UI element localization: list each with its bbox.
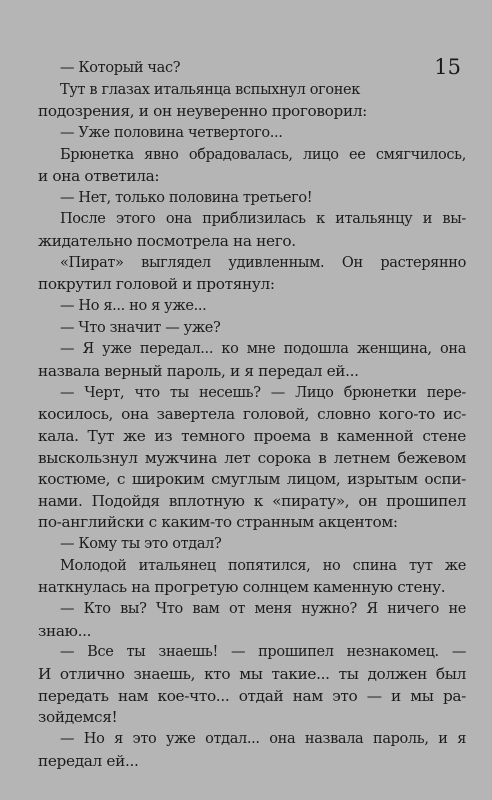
text-line: — Кто вы? Что вам от меня нужно? Я ничего не xyxy=(60,601,466,618)
text-line: Молодой итальянец попятился, но спина тут же xyxy=(60,557,466,574)
text-line: по-английски с каким-то странным акцентом: xyxy=(38,513,398,532)
text-line: назвала верный пароль, и я передал ей... xyxy=(38,361,359,380)
text-line: — Но я... но я уже... xyxy=(60,298,207,315)
text-line: И отлично знаешь, кто мы такие... ты должен был xyxy=(38,664,466,683)
text-line: выскользнул мужчина лет сорока в летнем бежевом xyxy=(38,448,466,467)
text-line: кала. Тут же из темного проема в каменной стене xyxy=(38,426,466,445)
text-line: — Нет, только половина третьего! xyxy=(60,189,313,206)
body-text xyxy=(38,58,466,772)
text-line: — Черт, что ты несешь? — Лицо брюнетки пере- xyxy=(60,384,466,401)
text-line: жидательно посмотрела на него. xyxy=(38,232,296,251)
text-line: нами. Подойдя вплотную к «пирату», он прошипел xyxy=(38,491,466,510)
text-line: костюме, с широким смуглым лицом, изрытым оспи- xyxy=(38,470,466,489)
text-line: — Который час? xyxy=(60,60,181,76)
text-line: Тут в глазах итальянца вспыхнул огонек xyxy=(60,81,360,98)
text-line: знаю... xyxy=(38,621,92,640)
text-line: — Все ты знаешь! — прошипел незнакомец. — xyxy=(60,644,466,661)
text-line: — Уже половина четвертого... xyxy=(60,124,283,141)
text-line: — Но я это уже отдал... она назвала пароль, и я xyxy=(60,730,466,747)
text-line: передал ей... xyxy=(38,751,139,770)
page-number: 15 xyxy=(434,55,461,79)
text-line: После этого она приблизилась к итальянцу и вы- xyxy=(60,211,466,228)
text-line: — Кому ты это отдал? xyxy=(60,536,222,553)
text-line: Брюнетка явно обрадовалась, лицо ее смягчилось, xyxy=(60,146,466,163)
text-line: «Пират» выглядел удивленным. Он растерянно xyxy=(60,254,466,271)
text-line: покрутил головой и протянул: xyxy=(38,275,275,294)
text-line: передать нам кое-что... отдай нам это — и мы ра- xyxy=(38,686,466,705)
text-line: косилось, она завертела головой, словно кого-то ис- xyxy=(38,405,466,424)
text-line: — Я уже передал... ко мне подошла женщина, она xyxy=(60,341,466,358)
text-line: — Что значит — уже? xyxy=(60,319,221,336)
text-line: и она ответила: xyxy=(38,167,160,186)
text-line: зойдемся! xyxy=(38,708,118,727)
text-line: подозрения, и он неуверенно проговорил: xyxy=(38,102,367,121)
text-line: наткнулась на прогретую солнцем каменную стену. xyxy=(38,578,446,597)
